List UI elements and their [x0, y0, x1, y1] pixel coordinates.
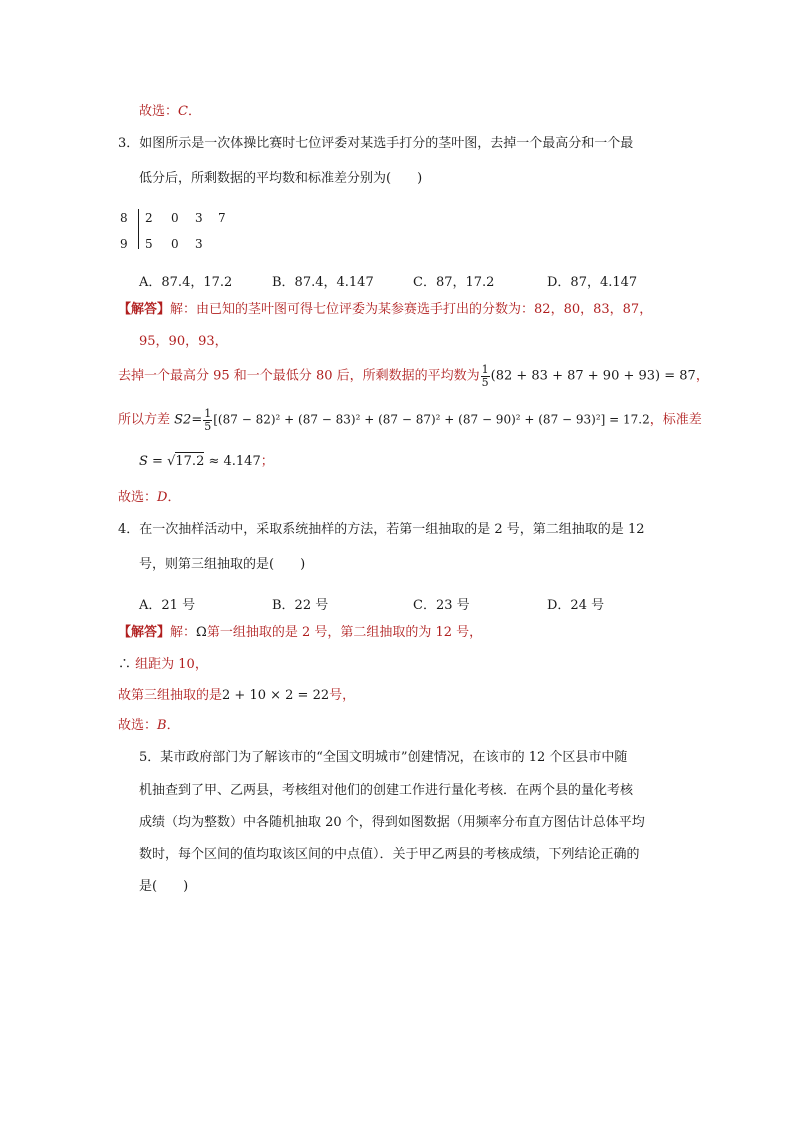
q3-answer: 故选：D． — [118, 490, 181, 505]
q4-option-b: B．22 号 — [272, 598, 329, 613]
q3-text-line1: 3．如图所示是一次体操比赛时七位评委对某选手打分的茎叶图，去掉一个最高分和一个最 — [118, 136, 634, 151]
leaf: 0 — [171, 237, 179, 251]
leaf: 5 — [145, 237, 153, 251]
fraction-one-fifth: $\frac{1}{5}$ — [481, 363, 489, 389]
q3-solution-line3: 去掉一个最高分 95 和一个最低分 80 后，所剩数据的平均数为 $\frac{1}{5}$ (82 + 83 + 87 + 90 + 93) = 87， — [118, 363, 709, 389]
q3-option-c: C．87，17.2 — [413, 275, 495, 290]
q4-option-c: C．23 号 — [413, 598, 470, 613]
q3-option-d: D．87，4.147 — [547, 275, 638, 290]
q4-text-line2: 号，则第三组抽取的是( ) — [139, 557, 306, 572]
prev-answer: 故选：C． — [139, 104, 201, 119]
leaf: 3 — [195, 211, 203, 225]
q4-solution-line3: 故第三组抽取的是2 + 10 × 2 = 22号， — [118, 688, 356, 703]
q5-text-line1: 5．某市政府部门为了解该市的“全国文明城市”创建情况，在该市的 12 个区县市中随 — [139, 750, 628, 765]
stem-leaf-divider — [138, 209, 139, 249]
leaf: 2 — [145, 211, 153, 225]
q5-text-line3: 成绩（均为整数）中各随机抽取 20 个，得到如图数据（用频率分布直方图估计总体平均 — [139, 815, 645, 830]
q3-option-b: B．87.4，4.147 — [272, 275, 374, 290]
q3-solution-line5: S = √17.2 ≈ 4.147； — [139, 454, 274, 469]
q3-solution-line2: 95，90，93， — [139, 334, 228, 349]
q3-solution-line4: 所以方差 S2= $\frac{1}{5}$ [(87 − 82)² + (87 − 83)² + (87 − 87)² + (87 − 90)² + (87 − 93)²] = 17.2，标准差 — [118, 407, 702, 433]
q4-answer: 故选：B． — [118, 718, 180, 733]
q4-option-a: A．21 号 — [139, 598, 196, 613]
leaf: 0 — [171, 211, 179, 225]
fraction-one-fifth: $\frac{1}{5}$ — [204, 407, 212, 433]
q5-text-line5: 是( ) — [139, 879, 189, 894]
q3-text-line2: 低分后，所剩数据的平均数和标准差分别为( ) — [139, 171, 423, 186]
leaf: 7 — [218, 211, 226, 225]
therefore-symbol: ∴ — [118, 657, 132, 672]
q3-option-a: A．87.4，17.2 — [139, 275, 233, 290]
stem-9: 9 — [120, 237, 128, 251]
q4-option-d: D．24 号 — [547, 598, 605, 613]
q5-text-line2: 机抽查到了甲、乙两县，考核组对他们的创建工作进行量化考核．在两个县的量化考核 — [139, 783, 634, 798]
stem-8: 8 — [120, 211, 128, 225]
leaf: 3 — [195, 237, 203, 251]
q5-text-line4: 数时，每个区间的值均取该区间的中点值）．关于甲乙两县的考核成绩，下列结论正确的 — [139, 847, 640, 862]
because-symbol: Ω — [196, 625, 207, 640]
q3-solution-line1: 【解答】解：由已知的茎叶图可得七位评委为某参赛选手打出的分数为：82，80，83，87， — [118, 302, 653, 317]
q4-text-line1: 4．在一次抽样活动中，采取系统抽样的方法，若第一组抽取的是 2 号，第二组抽取的是 12 — [118, 522, 645, 537]
q4-solution-line1: 【解答】解：Ω第一组抽取的是 2 号，第二组抽取的为 12 号， — [118, 625, 483, 640]
q4-solution-line2: ∴ 组距为 10， — [118, 657, 208, 672]
